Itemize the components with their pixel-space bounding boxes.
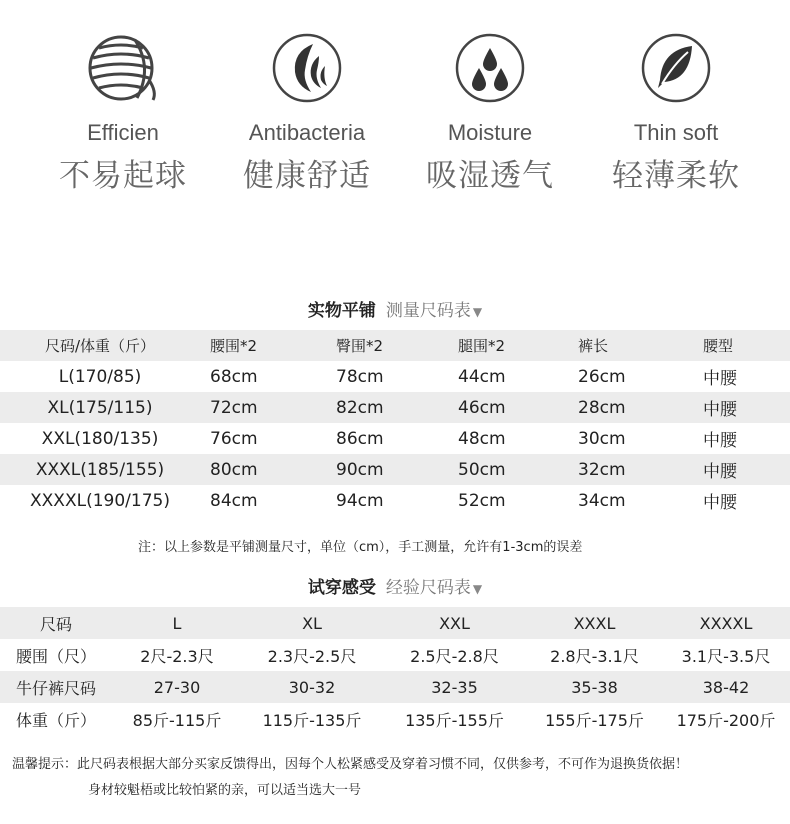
feature-pilling — [28, 30, 218, 195]
fit-section-title — [0, 573, 790, 598]
feature-cn: 不易起球 — [59, 158, 187, 194]
table-cell: 76cm — [210, 428, 258, 449]
table-row — [0, 454, 790, 485]
measure-note: 注：以上参数是平铺测量尺寸，单位（cm），手工测量，允许有1-3cm的误差 — [138, 540, 583, 555]
table-cell: 155斤-175斤 — [545, 710, 644, 730]
table-cell: 50cm — [446, 454, 570, 485]
table-row — [0, 639, 790, 671]
feature-en: Thin soft — [633, 120, 719, 145]
table-cell: 94cm — [336, 490, 384, 511]
table-header-row — [0, 330, 790, 361]
header-cell: XXL — [382, 607, 527, 639]
row-label: 腰围（尺） — [15, 646, 96, 666]
table-cell: 115斤-135斤 — [262, 710, 362, 730]
feature-thin-soft — [581, 30, 771, 195]
header-cell: 腿围*2 — [446, 330, 570, 361]
dropdown-arrow-icon: ▼ — [472, 305, 483, 319]
antibacterial-leaf-icon — [269, 30, 345, 106]
table-cell: 46cm — [446, 392, 570, 423]
tips-line-2: 身材较魁梧或比较怕紧的亲，可以适当选大一号 — [88, 783, 362, 798]
header-cell: XL — [242, 607, 382, 639]
table-cell: 2.5尺-2.8尺 — [410, 646, 499, 666]
table-cell: 52cm — [458, 490, 506, 511]
table-cell: 中腰 — [703, 369, 737, 389]
header-cell: XXXXL — [662, 607, 790, 639]
feature-cn: 健康舒适 — [243, 158, 371, 194]
table-cell: 2尺-2.3尺 — [140, 646, 214, 666]
table-cell: 2.3尺-2.5尺 — [267, 646, 357, 666]
header-cell: 腰型 — [693, 330, 790, 361]
table-row — [0, 423, 790, 454]
table-cell: 80cm — [200, 454, 322, 485]
fit-table — [0, 607, 790, 735]
dropdown-arrow-icon: ▼ — [472, 582, 483, 596]
header-cell: 腰围*2 — [200, 330, 322, 361]
size-cell: XXXXL(190/175) — [30, 490, 170, 511]
header-cell: 裤长 — [570, 330, 693, 361]
table-cell: 30cm — [578, 428, 626, 449]
table-cell: 中腰 — [703, 493, 737, 513]
water-drops-icon — [452, 30, 528, 106]
table-cell: 48cm — [458, 428, 506, 449]
table-cell: 中腰 — [693, 454, 790, 485]
table-cell: 90cm — [322, 454, 446, 485]
table-cell: 82cm — [322, 392, 446, 423]
table-cell: 2.8尺-3.1尺 — [550, 646, 639, 666]
table-row — [0, 485, 790, 516]
row-label: 牛仔裤尺码 — [0, 671, 112, 703]
size-cell: XXXL(185/155) — [0, 454, 200, 485]
table-cell: 中腰 — [693, 392, 790, 423]
table-cell: 32cm — [570, 454, 693, 485]
table-cell: 3.1尺-3.5尺 — [681, 646, 771, 666]
header-cell: 尺码/体重（斤） — [0, 330, 200, 361]
table-cell: 28cm — [570, 392, 693, 423]
size-cell: XXL(180/135) — [41, 428, 159, 449]
table-cell: 27-30 — [112, 671, 242, 703]
size-cell: XL(175/115) — [0, 392, 200, 423]
table-cell: 68cm — [210, 366, 258, 387]
table-cell: 38-42 — [662, 671, 790, 703]
table-cell: 175斤-200斤 — [676, 710, 776, 730]
table-cell: 35-38 — [527, 671, 662, 703]
header-cell: 尺码 — [0, 607, 112, 639]
table-row — [0, 703, 790, 735]
feature-en: Moisture — [447, 120, 533, 145]
table-cell: 84cm — [210, 490, 258, 511]
table-cell: 135斤-155斤 — [405, 710, 504, 730]
table-cell: 72cm — [200, 392, 322, 423]
measure-section-title — [0, 296, 790, 321]
table-cell: 86cm — [336, 428, 384, 449]
table-cell: 78cm — [336, 366, 384, 387]
table-row — [0, 671, 790, 703]
header-cell: 臀围*2 — [322, 330, 446, 361]
table-cell: 30-32 — [242, 671, 382, 703]
table-cell: 中腰 — [703, 431, 737, 451]
feature-cn: 吸湿透气 — [426, 158, 554, 194]
header-cell: L — [112, 607, 242, 639]
fit-title: 试穿感受 — [307, 578, 376, 598]
table-cell: 44cm — [458, 366, 506, 387]
feature-moisture — [395, 30, 585, 195]
feature-cn: 轻薄柔软 — [612, 158, 740, 194]
table-cell: 85斤-115斤 — [132, 710, 222, 730]
table-cell: 32-35 — [382, 671, 527, 703]
measure-table — [0, 330, 790, 516]
features-row — [0, 30, 790, 200]
measure-title: 实物平铺 — [307, 301, 376, 321]
feather-icon — [638, 30, 714, 106]
fit-subtitle: 经验尺码表 — [385, 578, 471, 598]
table-row — [0, 361, 790, 392]
yarn-ball-icon — [85, 30, 161, 106]
table-cell: 34cm — [578, 490, 626, 511]
feature-en: Antibacteria — [248, 120, 366, 145]
measure-subtitle: 测量尺码表 — [385, 301, 471, 321]
size-cell: L(170/85) — [58, 366, 142, 387]
feature-antibacterial — [212, 30, 402, 195]
header-cell: XXXL — [527, 607, 662, 639]
table-row — [0, 392, 790, 423]
row-label: 体重（斤） — [15, 710, 96, 730]
tips-line-1: 温馨提示：此尺码表根据大部分买家反馈得出，因每个人松紧感受及穿着习惯不同，仅供参考，不可作为退换货依据！ — [12, 757, 689, 772]
table-header-row — [0, 607, 790, 639]
feature-en: Efficien — [87, 120, 159, 145]
table-cell: 26cm — [578, 366, 626, 387]
